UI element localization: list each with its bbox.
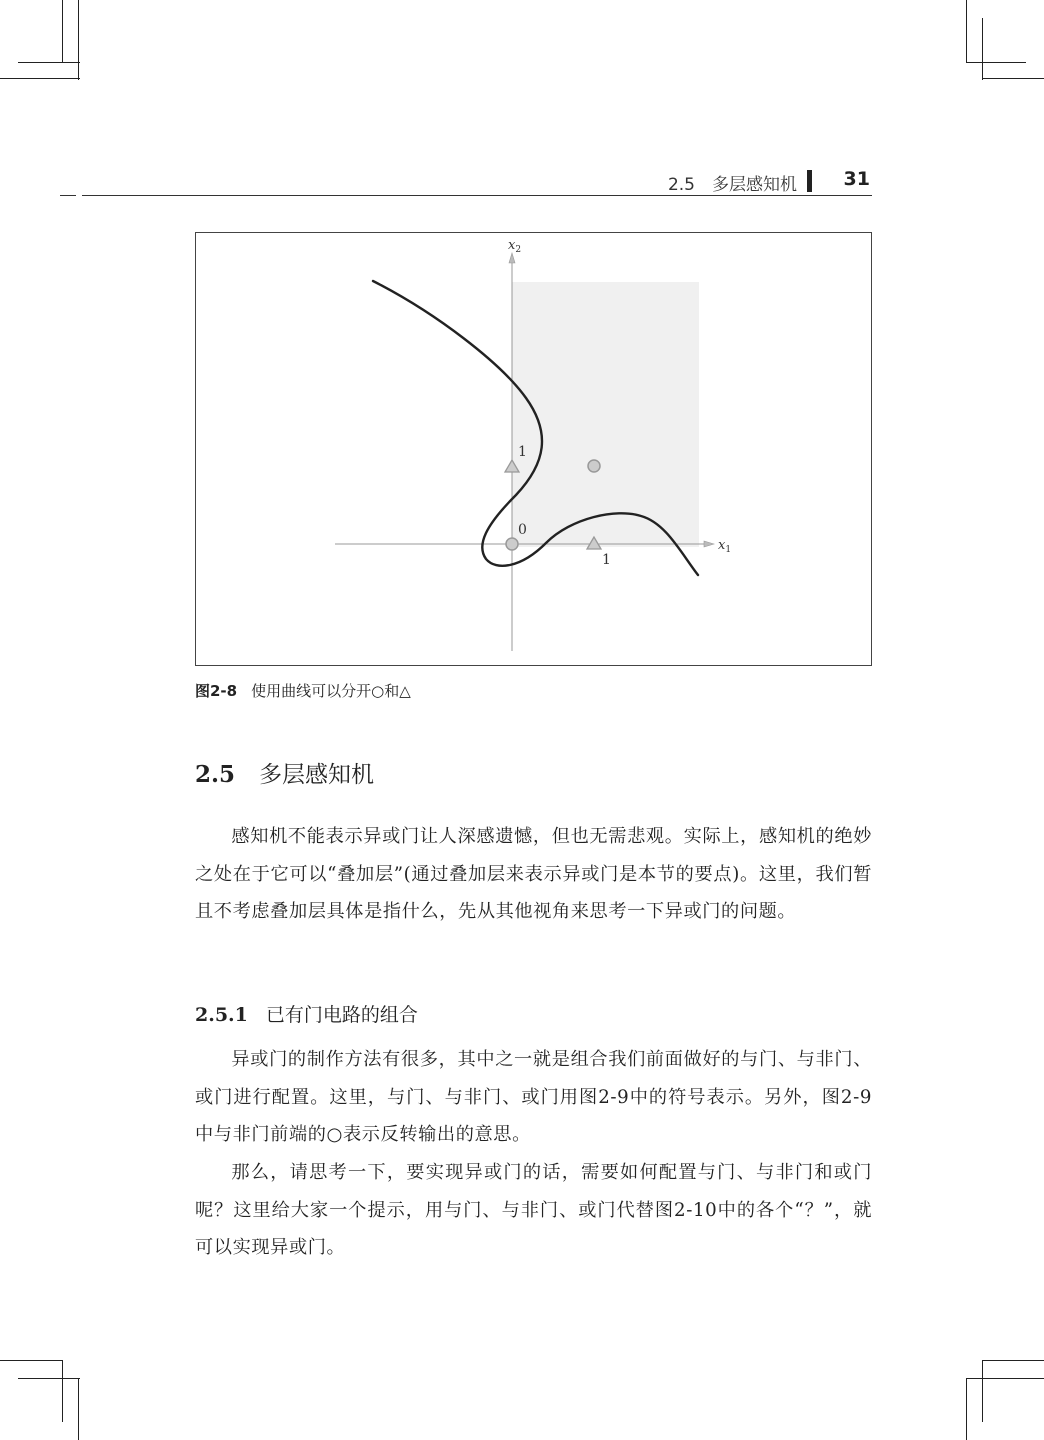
crop-mark: [966, 1378, 967, 1440]
shaded-region: [512, 282, 699, 547]
crop-mark: [966, 0, 967, 62]
crop-mark: [18, 1378, 80, 1379]
figure-2-8: [195, 232, 872, 666]
crop-mark: [982, 18, 983, 80]
crop-mark: [982, 1360, 983, 1422]
subsection-title: 已有门电路的组合: [265, 1004, 418, 1026]
crop-mark: [62, 1360, 63, 1422]
crop-mark: [78, 0, 79, 80]
running-header: [60, 166, 872, 196]
y-axis-arrow: [509, 253, 515, 263]
section-heading: [195, 756, 374, 789]
x-axis-label-sub: 1: [725, 545, 732, 555]
point-circle-00: [506, 538, 518, 550]
crop-mark: [982, 1360, 1044, 1361]
crop-mark: [18, 62, 80, 63]
figure-caption-label: 图2-8: [195, 682, 238, 700]
figure-canvas: [196, 233, 873, 667]
x-axis-label-text: x: [718, 538, 726, 553]
section-title: 多层感知机: [259, 762, 375, 788]
x-axis-arrow: [704, 541, 714, 547]
y-axis-label-text: x: [508, 238, 516, 253]
subsection-paragraph-1: 异或门的制作方法有很多，其中之一就是组合我们前面做好的与门、与非门、或门进行配置。这里，与门、与非门、或门用图2-9中的符号表示。另外，图2-9中与非门前端的○表示反转输出的意思。: [195, 1049, 872, 1145]
point-circle-11: [588, 460, 600, 472]
crop-mark: [0, 78, 80, 79]
subsection-paragraph-2: 那么，请思考一下，要实现异或门的话，需要如何配置与门、与非门和或门呢？这里给大家一个提示，用与门、与非门、或门代替图2-10中的各个“？”，就可以实现异或门。: [195, 1162, 872, 1258]
page-number: 31: [843, 168, 870, 190]
crop-mark: [966, 1378, 1044, 1379]
y-tick-label: 1: [518, 444, 527, 460]
y-axis-label-sub: 2: [515, 245, 522, 255]
section-paragraph: 感知机不能表示异或门让人深感遗憾，但也无需悲观。实际上，感知机的绝妙之处在于它可以“叠加层”(通过叠加层来表示异或门是本节的要点)。这里，我们暂且不考虑叠加层具体是指什么，先从其他视角来思考一下异或门的问题。: [195, 826, 872, 922]
subsection-number: 2.5.1: [195, 1004, 248, 1026]
section-number: 2.5: [195, 761, 236, 788]
crop-mark: [982, 78, 1044, 79]
x-axis-label: [718, 538, 731, 555]
crop-mark: [62, 0, 63, 62]
subsection-heading: [195, 1000, 418, 1027]
origin-label: 0: [518, 522, 527, 538]
crop-mark: [0, 1360, 62, 1361]
header-section-title: 2.5 多层感知机: [667, 175, 797, 195]
y-axis-label: [508, 238, 521, 255]
header-bar: [807, 170, 812, 192]
figure-caption: [195, 680, 411, 701]
crop-mark: [966, 62, 1026, 63]
figure-caption-text: 使用曲线可以分开○和△: [251, 682, 411, 700]
x-tick-label: 1: [602, 552, 611, 568]
header-rule: [82, 195, 872, 196]
crop-mark: [78, 1378, 79, 1440]
header-rule-dash: [60, 195, 76, 196]
